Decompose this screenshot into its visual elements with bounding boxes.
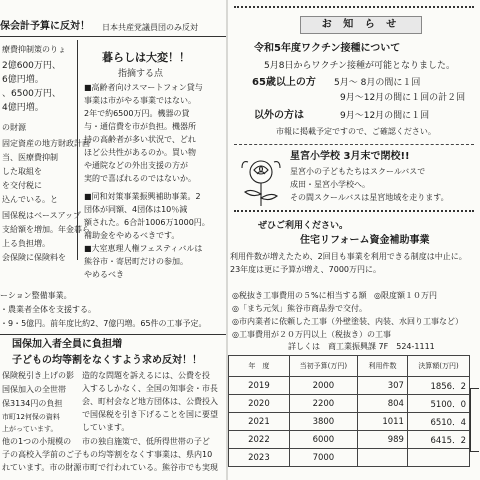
- table-cell: 2019: [229, 377, 290, 395]
- table-cell: 1856．2: [407, 377, 469, 395]
- col1-line: 上る負担増。: [2, 239, 50, 248]
- col1-line: 固定資産の地方財政計画: [2, 139, 90, 148]
- bottom-col2-line: 市町で行われている。熊谷市でも実現: [82, 463, 218, 472]
- bottom-heading: 国保加入者全員に負担増: [12, 339, 122, 350]
- housing-item-4: ◎工事費用が２０万円以上（税抜き）の工事: [232, 330, 391, 339]
- col1-line: 療費抑制策のりょ: [2, 45, 66, 54]
- article-line: やめるべき: [84, 270, 124, 279]
- left-page: [0, 0, 226, 480]
- section-divider: [234, 144, 474, 145]
- housing-para-2: 23年度は更に予算が増え、7000万円に。: [230, 265, 382, 274]
- article-line: ■大室恵理人権フェスティバルは: [84, 244, 203, 253]
- table-header: 当初予算(万円): [289, 356, 357, 377]
- table-cell: 5100．0: [407, 395, 469, 413]
- bottom-col2-line: 入するしかなく、全国の知事会・市長: [82, 384, 218, 393]
- elder-label: 65歳以上の方: [252, 77, 316, 88]
- bottom-col1-line: 国保加入の全世帯: [2, 385, 66, 394]
- article-line: 2年で約6500万円。機器の貸: [84, 109, 190, 118]
- table-cell: 804: [357, 395, 407, 413]
- col1-line: 国保税はベースアップ: [2, 211, 82, 220]
- table-row: [229, 431, 470, 449]
- housing-item-1b: ◎限度額１０万円: [374, 291, 437, 300]
- bottom-col2-line: で国保税を引き下げることを国に要望: [82, 410, 218, 419]
- bottom-col2-line: しています。: [82, 423, 130, 432]
- table-cell: 6000: [289, 431, 357, 449]
- col1-line: 、6500万円、: [2, 89, 61, 99]
- table-cell: 2022: [229, 431, 290, 449]
- table-header: 年 度: [229, 356, 290, 377]
- article-subtitle: 指摘する点: [118, 69, 164, 79]
- housing-para-1: 利用件数が増えたため、2回目も事業を利用できる制度は中止に。: [230, 252, 467, 261]
- table-cell: 7000: [289, 449, 357, 467]
- bottom-small-line: 他の1つの小規模の: [2, 437, 72, 446]
- article-line: や通院などの外出支援の方が: [84, 161, 188, 170]
- article-line: 実的で喜ばれるのではないか。: [84, 174, 196, 183]
- bottom-col1-line: 保3134円の負担: [2, 399, 63, 408]
- table-cell: [357, 449, 407, 467]
- bottom-small-line: 子の高校入学前のご子: [2, 450, 82, 459]
- col1-line: 2億600万円、: [2, 61, 61, 71]
- table-row: [229, 377, 470, 395]
- article-line: 団体が同額、4団体は10％減: [84, 205, 188, 214]
- school-line-2: 成田・星宮小学校へ。: [290, 180, 370, 189]
- article-line: ■同和対策事業振興補助事業。2: [84, 192, 201, 201]
- table-cell: 6415．2: [407, 431, 469, 449]
- left-heading-rule: [0, 36, 226, 37]
- table-cell: 6510．4: [407, 413, 469, 431]
- table-header-row: [229, 356, 470, 377]
- housing-item-3: ◎市内業者に依頼した工事（外壁塗装、内装、水回り工事など）: [232, 317, 463, 326]
- budget-table: [228, 355, 470, 467]
- table-cell: 2023: [229, 449, 290, 467]
- housing-item-2: ◎「まち元気」熊谷市商品券で交付。: [232, 304, 367, 313]
- article-title: 暮らしは大変！！: [102, 51, 190, 64]
- table-cell: 2021: [229, 413, 290, 431]
- article-line: ■高齢者向けスマートフォン貸与: [84, 83, 203, 92]
- col1-line: 4億円増。: [2, 103, 44, 113]
- other-line: 9月～12月の間に１回: [340, 111, 430, 121]
- table-header: 利用件数: [357, 356, 407, 377]
- article-line: 額された。6合計1006万1000円。: [84, 218, 210, 227]
- bottom-col2-line: 会、町村会など地方団体は、公費投入: [82, 397, 218, 406]
- table-cell: [407, 449, 469, 467]
- article-line: 与・通信費を市が負担。機器所: [84, 122, 196, 131]
- vaccine-intro: 5月8日からワクチン接種が可能となりました。: [264, 61, 456, 71]
- table-cell: 3800: [289, 413, 357, 431]
- article-line: 事業は市がやる事業ではない。: [84, 96, 196, 105]
- table-row: [229, 413, 470, 431]
- mid-line: ・9・5億円。前年度比約2、7億円増。65件の工事予定。: [0, 319, 207, 328]
- col1-line: 6億円増。: [2, 75, 44, 85]
- top-dotted-border: [234, 6, 474, 8]
- other-label: 以外の方は: [254, 110, 304, 121]
- article-line: 熊谷市・寄居町だけの参加。: [84, 257, 188, 266]
- left-heading-sub: 日本共産党議員団のみ反対: [102, 23, 198, 32]
- table-cell: 989: [357, 431, 407, 449]
- col1-line: 支給額を増加。年金暮ら: [2, 225, 90, 234]
- table-row: [229, 395, 470, 413]
- left-column-divider: [77, 40, 78, 260]
- mid-line: ・農業者全体を支援する。: [0, 305, 96, 314]
- col1-line: 会保険に保険料を: [2, 253, 66, 262]
- article-line: 補助金をやめるべきです。: [84, 231, 180, 240]
- col1-line: 当、医療費抑制: [2, 153, 58, 162]
- left-heading: 保会計予算に反対！: [0, 21, 90, 32]
- housing-lead: ぜひご利用ください。: [258, 221, 349, 231]
- vaccine-title: 令和5年度ワクチン接種について: [254, 43, 401, 54]
- bottom-col2-line: もの均等割をなくす事業は、県内10: [82, 450, 213, 459]
- housing-contact: 詳しくは 商工業振興課 7F 524-1111: [288, 342, 435, 351]
- col1-line: の財源: [2, 123, 26, 132]
- bottom-col2-line: 市の独自施策で、低所得世帯の子ど: [82, 437, 210, 446]
- school-line-1: 星宮小の子どもたちはスクールバスで: [290, 167, 426, 176]
- article-line: ほど公共性があるのか。買い物: [84, 148, 196, 157]
- school-title: 星宮小学校 3月末で閉校!!: [290, 151, 410, 162]
- col1-line: した取組を: [2, 167, 42, 176]
- housing-item-1: ◎税抜き工事費用の５%に相当する額: [232, 291, 367, 300]
- table-cell: 1011: [357, 413, 407, 431]
- table-cell: 2200: [289, 395, 357, 413]
- bottom-small-line: 上がっています。: [2, 425, 58, 433]
- table-cell: 307: [357, 377, 407, 395]
- right-edge-frame: [470, 388, 479, 452]
- bottom-col1-line: 保険税引き上げの影: [2, 371, 74, 380]
- col1-line: を交付税に: [2, 181, 42, 190]
- mid-rule: [0, 334, 226, 335]
- bottom-small-line: れています。市の財源: [2, 463, 82, 472]
- elder-line-1: 5月～ 8月の間に１回: [334, 78, 421, 88]
- notice-title: お 知 ら せ: [300, 16, 422, 34]
- bottom-col2-line: 造的な問題を訴えるには、公費を投: [82, 371, 210, 380]
- table-header: 決算額(万円): [407, 356, 469, 377]
- article-line: 持の高齢者が多い状況で、どれ: [84, 135, 196, 144]
- section-divider-dotted: [234, 210, 474, 212]
- housing-title: 住宅リフォーム資金補助事業: [300, 235, 430, 246]
- col1-line: 込んでいる。と: [2, 195, 58, 204]
- bottom-small-line: 市町12何保の資料: [2, 413, 60, 421]
- table-cell: 2000: [289, 377, 357, 395]
- table-row: [229, 449, 470, 467]
- mid-line: ーション整備事業。: [0, 291, 72, 300]
- table-cell: 2020: [229, 395, 290, 413]
- vaccine-note: 市報に掲載予定ですので、ご確認ください。: [276, 127, 436, 136]
- bottom-heading-2: 子どもの均等割をなくすよう求め反対！！: [12, 355, 202, 366]
- rose-illustration: [238, 150, 284, 210]
- school-line-3: その間スクールバスは星宮地域を走ります。: [290, 193, 449, 202]
- elder-line-2: 9月～12月の間に１回の計２回: [340, 93, 466, 103]
